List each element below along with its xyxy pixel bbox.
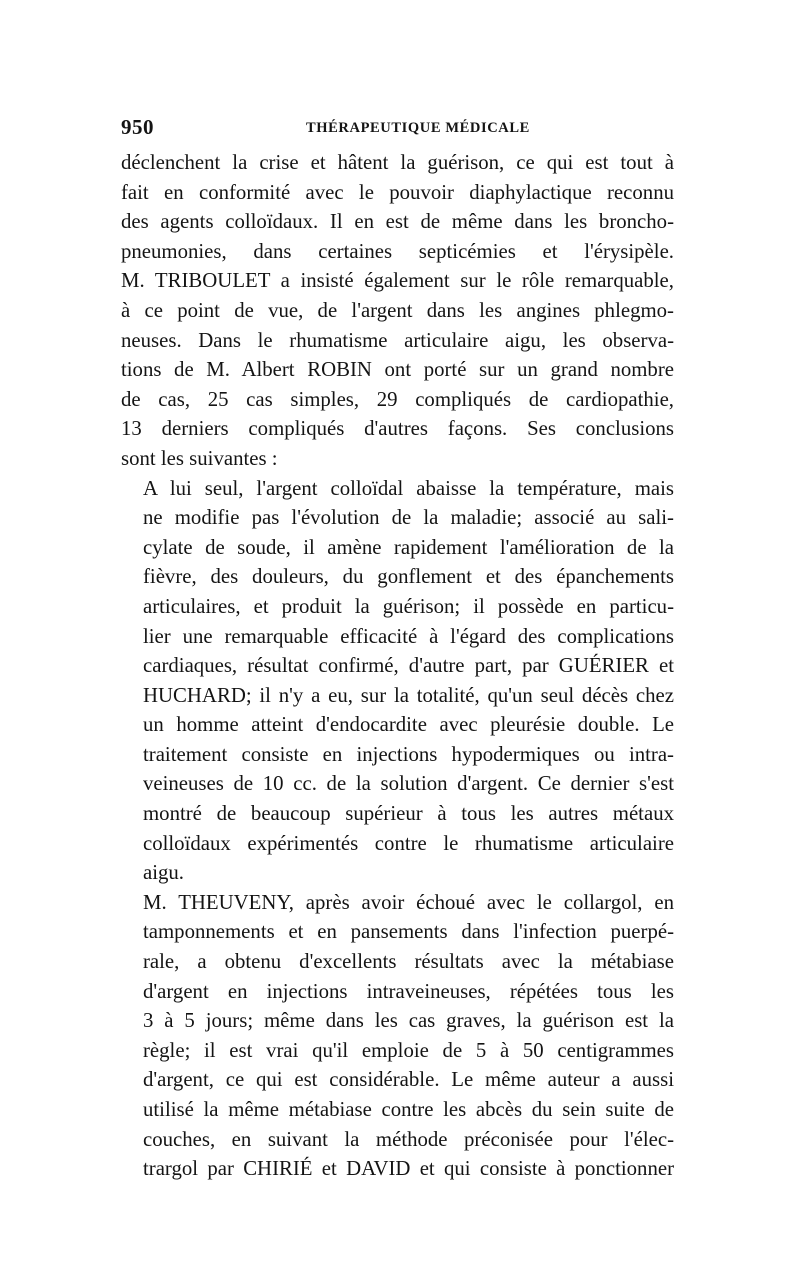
text-line: déclenchent la crise et hâtent la guérison, ce qui est tout à xyxy=(121,151,674,174)
text-line: veineuses de 10 cc. de la solution d'argent. Ce dernier s'est xyxy=(143,772,674,796)
text-line: articulaires, et produit la guérison; il possède en particu- xyxy=(143,594,674,618)
text-line: utilisé la même métabiase contre les abcès du sein suite de xyxy=(143,1098,674,1121)
text-line: ne modifie pas l'évolution de la maladie; associé au sali- xyxy=(143,506,674,530)
text-line: tions de M. Albert ROBIN ont porté sur un grand nombre xyxy=(121,358,674,382)
text-line: cylate de soude, il amène rapidement l'amélioration de la xyxy=(143,535,674,559)
text-line: M. TRIBOULET a insisté également sur le rôle remarquable, xyxy=(121,269,674,293)
text-line: tamponnements et en pansements dans l'infection puerpé- xyxy=(143,920,674,944)
text-line: d'argent en injections intraveineuses, répétées tous les xyxy=(143,979,674,1003)
page-number: 950 xyxy=(121,115,154,139)
text-line: lier une remarquable efficacité à l'égard des complications xyxy=(143,624,674,648)
text-line: HUCHARD; il n'y a eu, sur la totalité, qu'un seul décès chez xyxy=(143,683,674,707)
text-line: règle; il est vrai qu'il emploie de 5 à 50 centigrammes xyxy=(143,1038,674,1062)
running-title: THÉRAPEUTIQUE MÉDICALE xyxy=(306,120,530,136)
text-line: 3 à 5 jours; même dans les cas graves, la guérison est la xyxy=(143,1009,674,1033)
text-line: fait en conformité avec le pouvoir diaphylactique reconnu xyxy=(121,180,674,204)
text-line: A lui seul, l'argent colloïdal abaisse la température, mais xyxy=(143,476,674,500)
text-line: M. THEUVENY, après avoir échoué avec le collargol, en xyxy=(143,890,674,914)
text-line: traitement consiste en injections hypodermiques ou intra- xyxy=(143,742,674,766)
text-line: sont les suivantes : xyxy=(121,446,278,470)
text-line: d'argent, ce qui est considérable. Le même auteur a aussi xyxy=(143,1068,674,1092)
text-line: fièvre, des douleurs, du gonflement et des épanchements xyxy=(143,565,674,589)
text-line: montré de beaucoup supérieur à tous les autres métaux xyxy=(143,802,674,826)
text-line: pneumonies, dans certaines septicémies et l'érysipèle. xyxy=(121,239,674,263)
body-text xyxy=(121,148,674,1184)
text-line: rale, a obtenu d'excellents résultats avec la métabiase xyxy=(143,950,674,974)
paragraph-2 xyxy=(121,474,674,888)
text-line: 13 derniers compliqués d'autres façons. Ses conclusions xyxy=(121,417,674,441)
paragraph-1 xyxy=(121,148,674,474)
text-line: couches, en suivant la méthode préconisée pour l'élec- xyxy=(143,1127,674,1151)
text-line: à ce point de vue, de l'argent dans les angines phlegmo- xyxy=(121,298,674,322)
paragraph-3 xyxy=(121,888,674,1184)
text-line: des agents colloïdaux. Il en est de même dans les broncho- xyxy=(121,210,674,234)
text-line: de cas, 25 cas simples, 29 compliqués de cardiopathie, xyxy=(121,387,674,411)
text-line: cardiaques, résultat confirmé, d'autre part, par GUÉRIER et xyxy=(143,654,674,678)
page-header xyxy=(121,112,674,142)
text-line: trargol par CHIRIÉ et DAVID et qui consiste à ponctionner xyxy=(143,1157,674,1181)
text-line: un homme atteint d'endocardite avec pleurésie double. Le xyxy=(143,713,674,737)
book-page xyxy=(121,112,674,1184)
text-line: aigu. xyxy=(143,861,185,885)
text-line: colloïdaux expérimentés contre le rhumatisme articulaire xyxy=(143,831,674,855)
text-line: neuses. Dans le rhumatisme articulaire aigu, les observa- xyxy=(121,328,674,352)
